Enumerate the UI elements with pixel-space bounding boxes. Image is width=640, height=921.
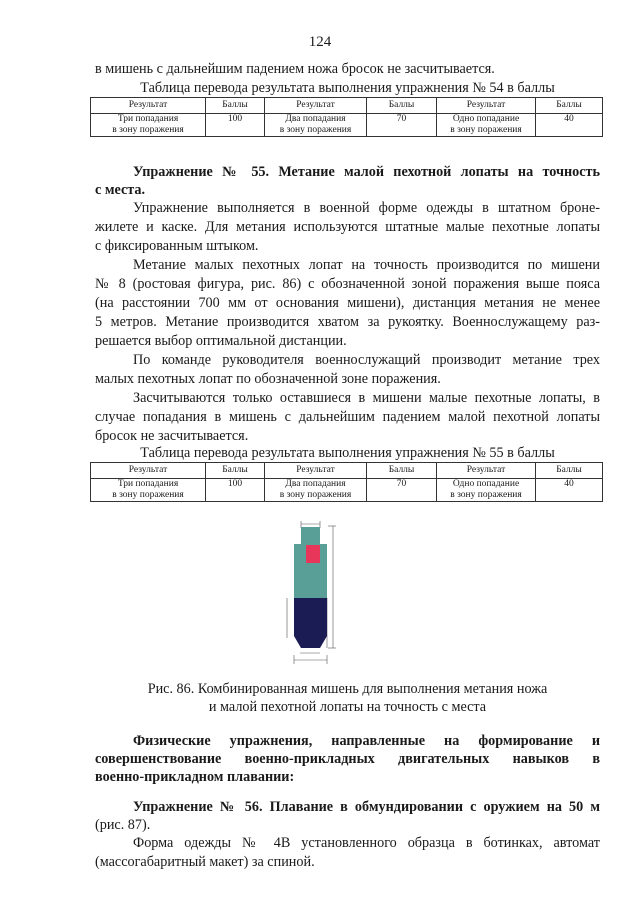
paragraph-line: По команде руководителя военнослужащий производит метание трех	[133, 352, 600, 368]
paragraph-line: случае попадания в мишень с дальнейшим падением малой пехотной лопаты	[95, 409, 600, 425]
score-cell: 100	[206, 479, 265, 502]
cell-text: в зону поражения	[112, 125, 184, 135]
table-55	[90, 462, 603, 502]
figure-caption-line-1: Рис. 86. Комбинированная мишень для выполнения метания ножа	[147, 681, 548, 697]
result-cell	[437, 114, 536, 137]
cell-text: в зону поражения	[450, 490, 522, 500]
section-heading-line: совершенствование военно-прикладных двигательных навыков в	[95, 751, 600, 767]
header-cell: Баллы	[367, 98, 437, 114]
header-cell: Результат	[265, 98, 367, 114]
figure-caption-line-2: и малой пехотной лопаты на точность с места	[208, 699, 487, 715]
table-header-row	[91, 463, 603, 479]
result-cell	[91, 479, 206, 502]
page-number: 124	[308, 34, 332, 50]
header-cell: Результат	[437, 98, 536, 114]
cell-text: Два попадания	[285, 479, 346, 489]
target-hit-zone	[306, 545, 320, 563]
exercise-55-title-line-1: Упражнение № 55. Метание малой пехотной лопаты на точность	[133, 164, 600, 180]
result-cell	[437, 479, 536, 502]
score-cell: 70	[367, 114, 437, 137]
header-cell: Результат	[437, 463, 536, 479]
cell-text: в зону поражения	[279, 490, 352, 500]
score-cell: 40	[536, 114, 603, 137]
table-row	[91, 114, 603, 137]
header-cell: Баллы	[206, 98, 265, 114]
paragraph-line: (на расстоянии 700 мм от основания мишени), дистанция метания не менее	[95, 295, 600, 311]
exercise-55-title-line-2: с места.	[95, 182, 146, 198]
paragraph-line: с фиксированным штыком.	[95, 238, 259, 254]
score-cell: 100	[206, 114, 265, 137]
target-lower-body	[294, 598, 327, 648]
paragraph-line: Упражнение выполняется в военной форме одежды в штатном броне-	[133, 200, 600, 216]
paragraph-line: (массогабаритный макет) за спиной.	[95, 854, 315, 870]
cell-text: Два попадания	[285, 114, 346, 124]
paragraph-line: малых пехотных лопат по обозначенной зоне поражения.	[95, 371, 441, 387]
header-cell: Баллы	[536, 98, 603, 114]
paragraph-line: решается выбор оптимальной дистанции.	[95, 333, 347, 349]
table-row	[91, 479, 603, 502]
result-cell	[91, 114, 206, 137]
paragraph-line: № 8 (ростовая фигура, рис. 86) с обозначенной зоной поражения выше пояса	[95, 276, 600, 292]
score-cell: 40	[536, 479, 603, 502]
exercise-56-title: Упражнение № 56. Плавание в обмундировании с оружием на 50 м	[133, 799, 600, 815]
result-cell	[265, 114, 367, 137]
section-heading-line: военно-прикладном плавании:	[95, 769, 295, 785]
score-cell: 70	[367, 479, 437, 502]
header-cell: Результат	[91, 463, 206, 479]
cell-text: в зону поражения	[112, 490, 184, 500]
header-cell: Баллы	[536, 463, 603, 479]
table-54	[90, 97, 603, 137]
paragraph-line: Форма одежды № 4В установленного образца в ботинках, автомат	[133, 835, 600, 851]
header-cell: Баллы	[367, 463, 437, 479]
cell-text: Одно попадание	[452, 479, 520, 489]
continuation-line: в мишень с дальнейшим падением ножа бросок не засчитывается.	[95, 61, 495, 77]
header-cell: Баллы	[206, 463, 265, 479]
paragraph-line: Метание малых пехотных лопат на точность производится по мишени	[133, 257, 600, 273]
header-cell: Результат	[265, 463, 367, 479]
section-heading-line: Физические упражнения, направленные на формирование и	[133, 733, 600, 749]
target-head	[301, 527, 320, 545]
cell-text: Одно попадание	[452, 114, 520, 124]
paragraph-line: Засчитываются только оставшиеся в мишени малые пехотные лопаты, в	[133, 390, 600, 406]
cell-text: в зону поражения	[450, 125, 522, 135]
exercise-56-title-line-2: (рис. 87).	[95, 817, 151, 833]
paragraph-line: 5 метров. Метание производится хватом за рукоятку. Военнослужащему раз-	[95, 314, 600, 330]
header-cell: Результат	[91, 98, 206, 114]
cell-text: Три попадания	[117, 114, 179, 124]
target-figure	[270, 518, 370, 668]
table-54-caption: Таблица перевода результата выполнения упражнения № 54 в баллы	[140, 80, 555, 96]
table-header-row	[91, 98, 603, 114]
table-55-caption: Таблица перевода результата выполнения упражнения № 55 в баллы	[140, 445, 555, 461]
result-cell	[265, 479, 367, 502]
paragraph-line: жилете и каске. Для метания используются штатные малые пехотные лопаты	[95, 219, 600, 235]
cell-text: в зону поражения	[279, 125, 352, 135]
cell-text: Три попадания	[117, 479, 179, 489]
paragraph-line: бросок не засчитывается.	[95, 428, 249, 444]
